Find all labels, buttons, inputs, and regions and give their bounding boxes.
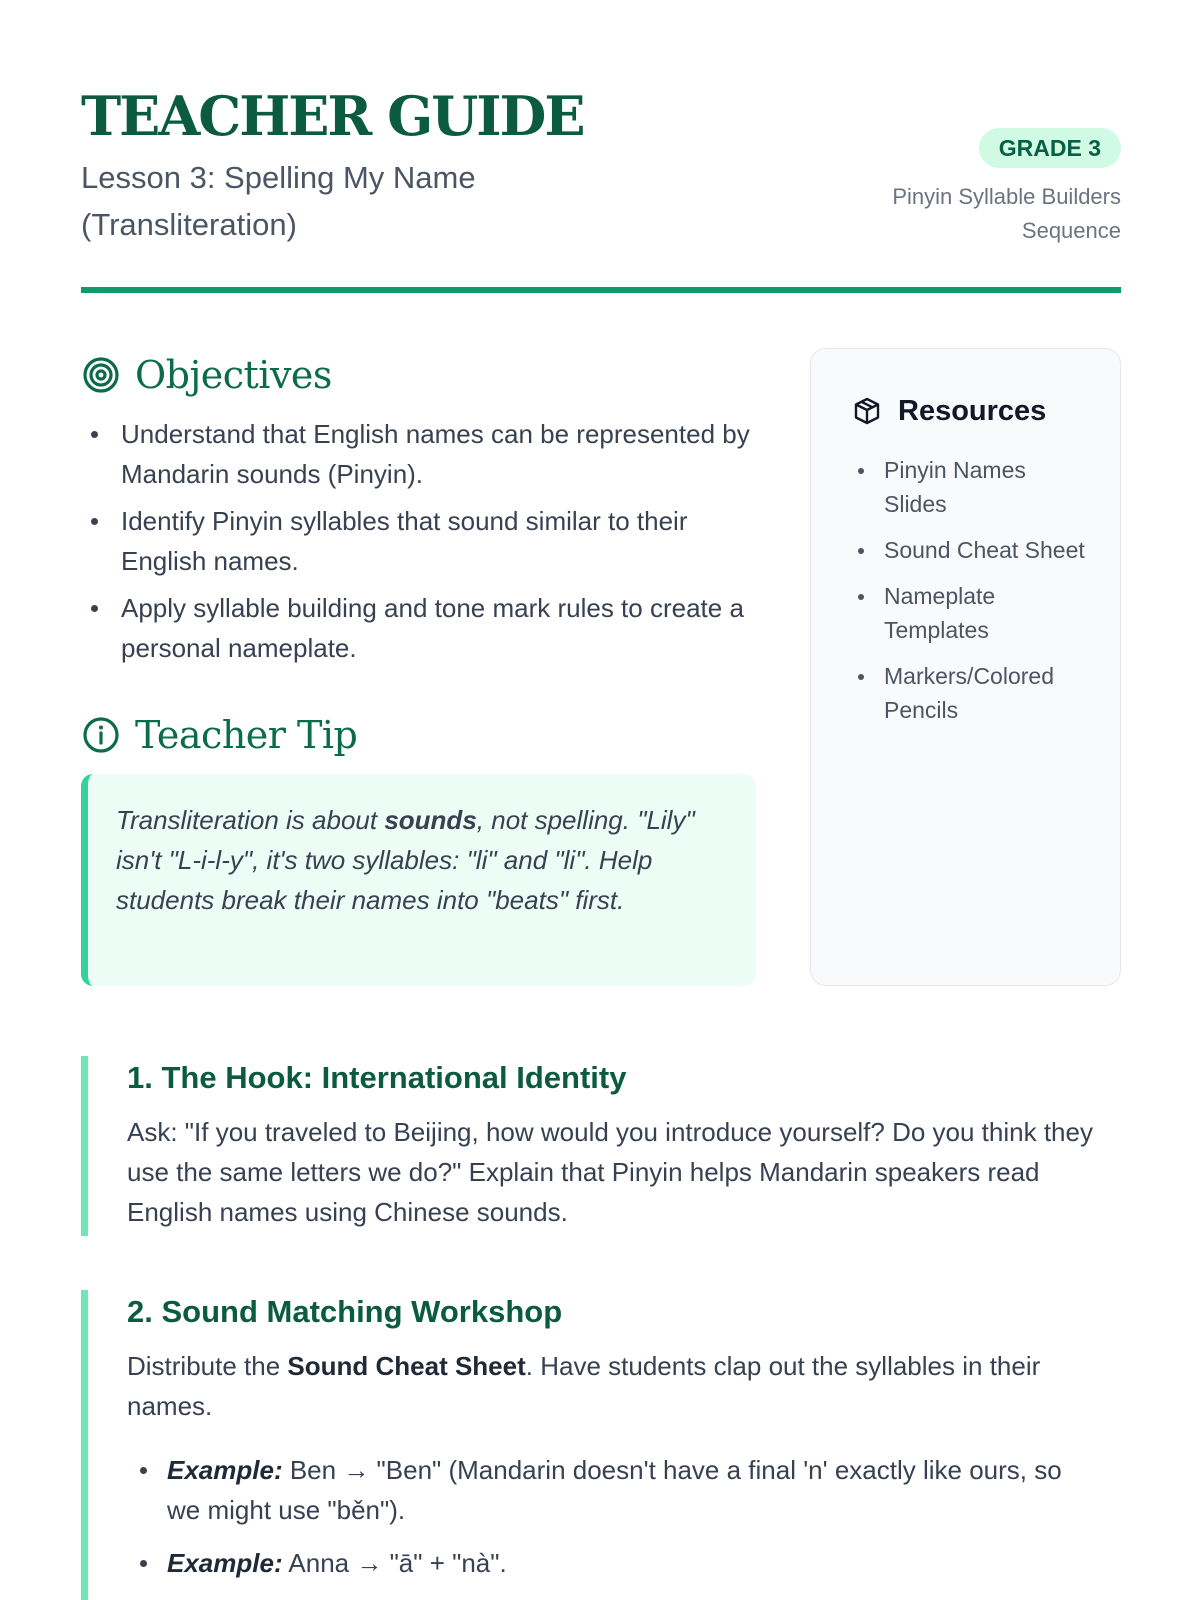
example-text: Anna → "ā" + "nà". (282, 1548, 507, 1578)
page-title: TEACHER GUIDE (81, 84, 584, 148)
box-icon (852, 396, 882, 426)
objectives-heading-text: Objectives (135, 353, 332, 397)
list-item: Markers/Colored Pencils (852, 659, 1092, 727)
example-text: Ben → "Ben" (Mandarin doesn't have a final 'n' exactly like ours, so we might use "běn"). (167, 1455, 1062, 1525)
resources-list (852, 453, 1092, 739)
step-body-end: . Have students clap out the syllables in their names. (127, 1351, 1041, 1421)
list-item: Pinyin Names Slides (852, 453, 1092, 521)
step-body-start: Distribute the (127, 1351, 288, 1381)
example-list (127, 1450, 1087, 1583)
header (81, 84, 1121, 294)
step-body: Ask: "If you traveled to Beijing, how would you introduce yourself? Do you think they use the same letters we do?" Explain that Pinyin helps Mandarin speakers read English names using Chinese sounds. (127, 1117, 1093, 1227)
list-item: Understand that English names can be represented by Mandarin sounds (Pinyin). (81, 414, 761, 494)
tip-text-end: , not spelling. "Lily" isn't "L-i-l-y", it's two syllables: "li" and "li". Help students break their names into "beats" first. (116, 805, 695, 915)
example-label: Example: (167, 1548, 283, 1578)
info-icon (81, 715, 121, 755)
header-divider (81, 287, 1121, 293)
resources-panel (810, 348, 1121, 986)
teacher-tip-heading (81, 708, 357, 762)
step-title: 2. Sound Matching Workshop (127, 1294, 563, 1329)
list-item: Sound Cheat Sheet (852, 533, 1092, 567)
sequence-label: Pinyin Syllable Builders Sequence (892, 184, 1121, 243)
target-icon (81, 355, 121, 395)
step-sound-matching (81, 1290, 1121, 1600)
tip-text-start: Transliteration is about (116, 805, 385, 835)
resources-heading-text: Resources (898, 394, 1047, 427)
step-body (127, 1346, 1127, 1426)
tip-text-emphasis: sounds (384, 805, 477, 835)
resources-heading (852, 391, 1046, 431)
list-item: Identify Pinyin syllables that sound similar to their English names. (81, 501, 761, 581)
step-title: 1. The Hook: International Identity (127, 1060, 627, 1095)
step-hook (81, 1056, 1121, 1236)
teacher-tip-callout (81, 774, 756, 986)
objectives-heading (81, 348, 332, 402)
lesson-subtitle: Lesson 3: Spelling My Name (Transliteration) (81, 160, 476, 242)
list-item: Nameplate Templates (852, 579, 1092, 647)
teacher-tip-heading-text: Teacher Tip (135, 713, 358, 757)
list-item (127, 1543, 1087, 1583)
grade-badge: GRADE 3 (979, 128, 1121, 168)
teacher-guide-page (81, 0, 1121, 1600)
list-item: Apply syllable building and tone mark rules to create a personal nameplate. (81, 588, 761, 668)
list-item (127, 1450, 1087, 1530)
example-label: Example: (167, 1455, 283, 1485)
objectives-list (81, 414, 761, 675)
step-body-emphasis: Sound Cheat Sheet (287, 1351, 526, 1381)
